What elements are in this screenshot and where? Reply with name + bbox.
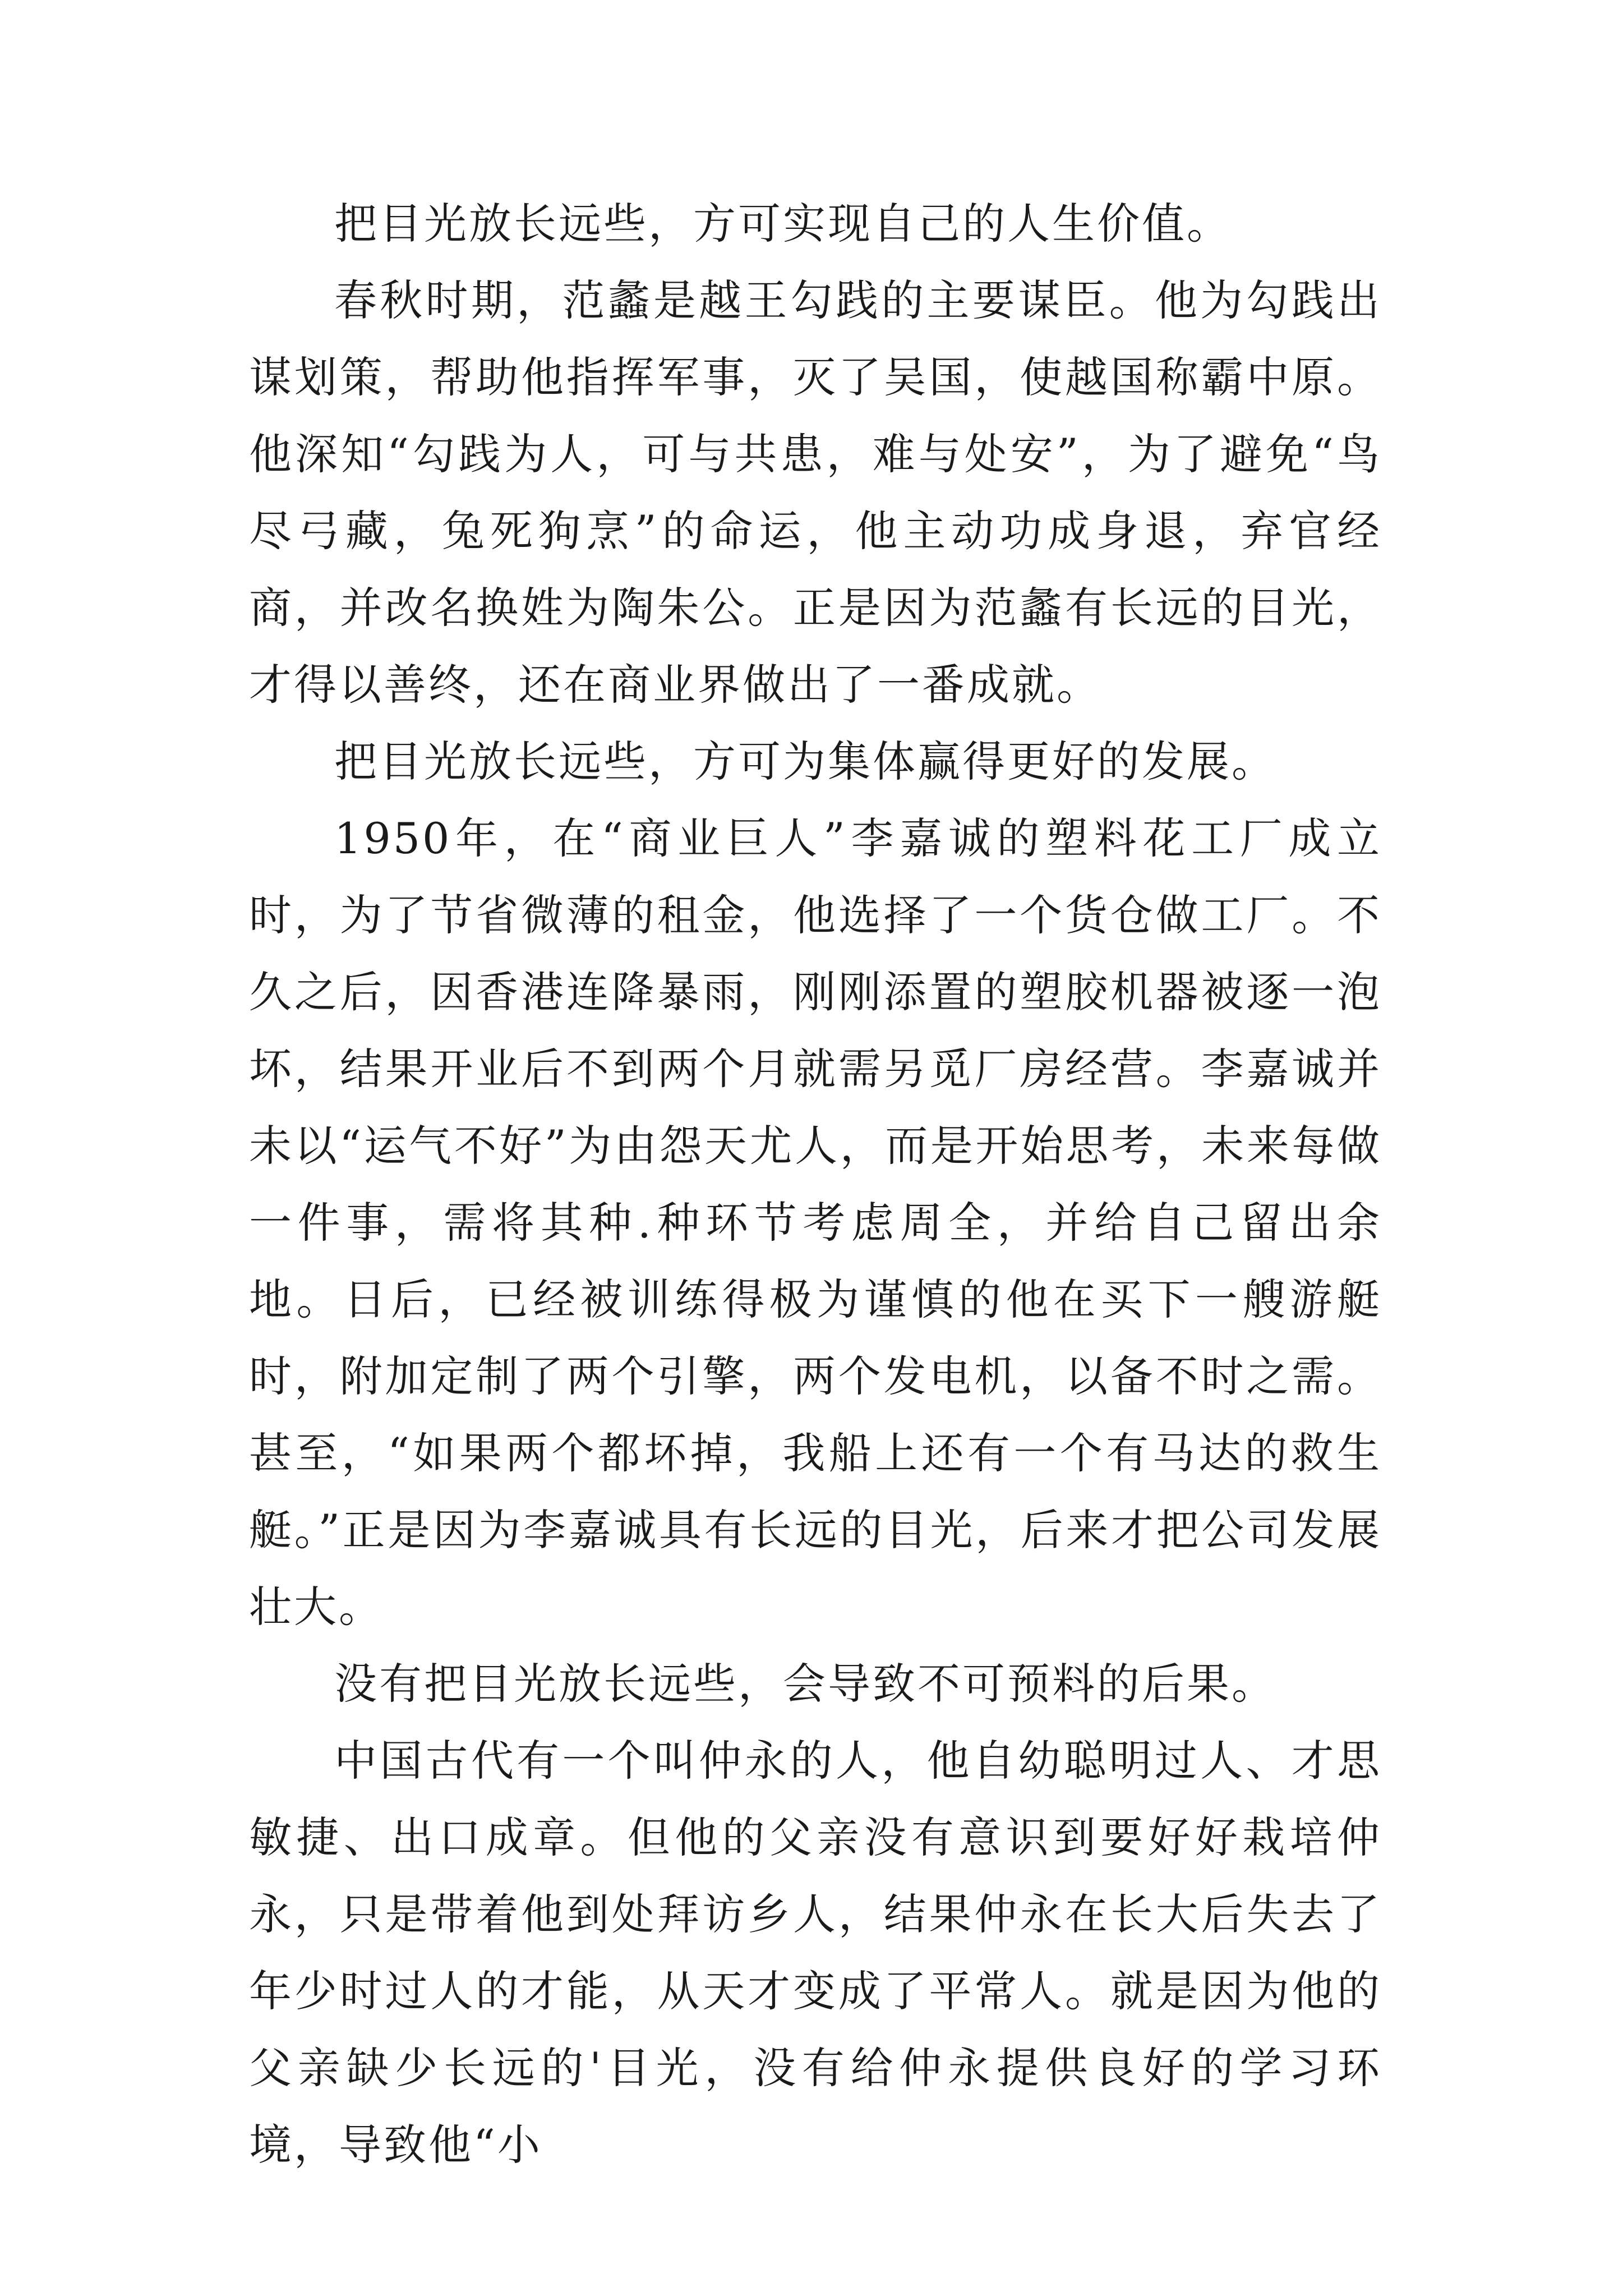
- paragraph-thesis-1: 把目光放长远些，方可实现自己的人生价值。: [334, 199, 1232, 249]
- paragraph-zhong-yong: 中国古代有一个叫仲永的人，他自幼聪明过人、才思敏捷、出口成章。但他的父亲没有意识到要好好栽培仲永，只是带着他到处拜访乡人，结果仲永在长大后失去了年少时过人的才能，从天才变成了平常人。就是因为他的父亲缺少长远的'目光，没有给仲永提供良好的学习环境，导致他“小: [249, 1736, 1382, 2170]
- document-body: [249, 185, 1382, 2183]
- paragraph-fan-li: 春秋时期，范蠡是越王勾践的主要谋臣。他为勾践出谋划策，帮助他指挥军事，灭了吴国，使越国称霸中原。他深知“勾践为人，可与共患，难与处安”，为了避免“鸟尽弓藏，兔死狗烹”的命运，他主动功成身退，弃官经商，并改名换姓为陶朱公。正是因为范蠡有长远的目光，才得以善终，还在商业界做出了一番成就。: [249, 275, 1382, 710]
- paragraph-li-ka-shing: 1950年，在“商业巨人”李嘉诚的塑料花工厂成立时，为了节省微薄的租金，他选择了一个货仓做工厂。不久之后，因香港连降暴雨，刚刚添置的塑胶机器被逐一泡坏，结果开业后不到两个月就需另觅厂房经营。李嘉诚并未以“运气不好”为由怨天尤人，而是开始思考，未来每做一件事，需将其种.种环节考虑周全，并给自己留出余地。日后，已经被训练得极为谨慎的他在买下一艘游艇时，附加定制了两个引擎，两个发电机，以备不时之需。甚至，“如果两个都坏掉，我船上还有一个有马达的救生艇。”正是因为李嘉诚具有长远的目光，后来才把公司发展壮大。: [249, 813, 1382, 1632]
- paragraph-thesis-3: 没有把目光放长远些，会导致不可预料的后果。: [334, 1659, 1276, 1709]
- paragraph-thesis-2: 把目光放长远些，方可为集体赢得更好的发展。: [334, 737, 1276, 786]
